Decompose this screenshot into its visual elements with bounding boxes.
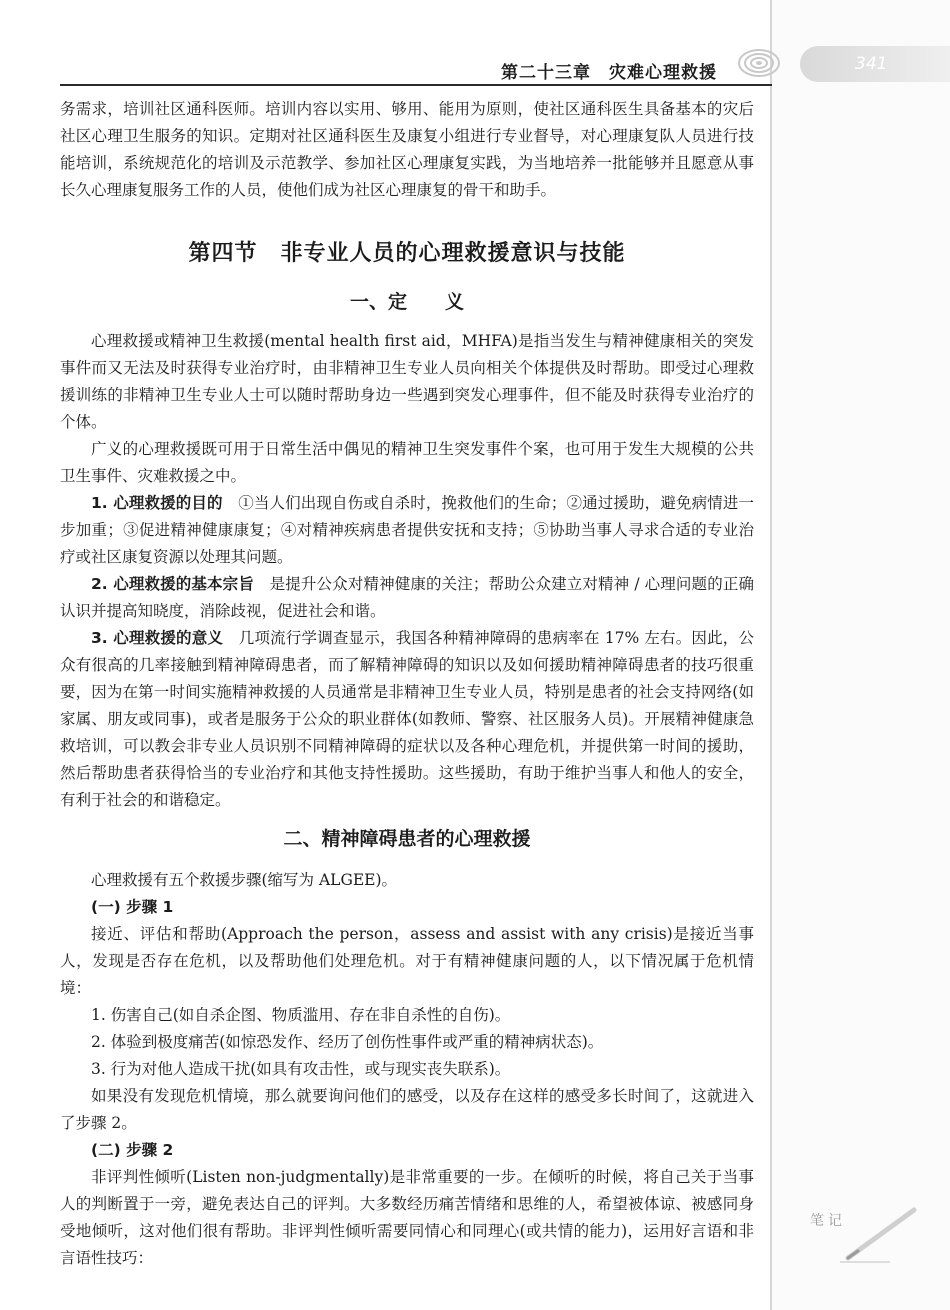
header-rule [60,84,772,86]
algee-intro: 心理救援有五个救援步骤(缩写为 ALGEE)。 [91,871,398,889]
subsection-title-definition: 一、定 义 [349,291,464,313]
broad-definition-paragraph: 广义的心理救援既可用于日常生活中偶见的精神卫生突发事件个案，也可用于发生大规模的公共卫生事件、灾难救援之中。 [60,440,754,485]
chapter-title: 第二十三章 灾难心理救援 [501,63,717,83]
purpose-paragraph [60,490,754,571]
notes-marker [810,1204,920,1264]
step1-paragraph: 接近、评估和帮助(Approach the person，assess and assist with any crisis)是接近当事人，发现是否存在危机，以及帮助他们处理危机。对于有精神健康问题的人，以下情况属于危机情境： [60,925,754,997]
significance-paragraph [60,625,754,814]
tenet-paragraph [60,571,754,625]
swirl-decoration-icon [736,40,782,86]
tenet-text: 是提升公众对精神健康的关注；帮助公众建立对精神 / 心理问题的正确认识并提高知晓度，消除歧视，促进社会和谐。 [60,575,754,620]
running-header [0,58,772,92]
crisis-list-item: 1. 伤害自己(如自杀企图、物质滥用、存在非自杀性的自伤)。 [91,1006,511,1024]
notes-label: 笔记 [810,1213,846,1229]
crisis-list-item: 3. 行为对他人造成干扰(如具有攻击性，或与现实丧失联系)。 [91,1060,511,1078]
purpose-text: ①当人们出现自伤或自杀时，挽救他们的生命；②通过援助，避免病情进一步加重；③促进精神健康康复；④对精神疾病患者提供安抚和支持；⑤协助当事人寻求合适的专业治疗或社区康复资源以处理其问题。 [60,494,754,566]
step1-followup-paragraph: 如果没有发现危机情境，那么就要询问他们的感受，以及存在这样的感受多长时间了，这就进入了步骤 2。 [60,1087,754,1132]
page-content [60,96,754,1272]
step2-title: (二) 步骤 2 [91,1141,174,1159]
subsection-title-psych-rescue: 二、精神障碍患者的心理救援 [283,828,531,850]
step1-title: (一) 步骤 1 [91,898,174,916]
crisis-list-item: 2. 体验到极度痛苦(如惊恐发作、经历了创伤性事件或严重的精神病状态)。 [91,1033,604,1051]
section-title: 第四节 非专业人员的心理救援意识与技能 [188,241,626,266]
margin-divider [770,0,772,1310]
definition-paragraph: 心理救援或精神卫生救援(mental health first aid，MHFA)是指当发生与精神健康相关的突发事件而又无法及时获得专业治疗时，由非精神卫生专业人员向相关个体提供及时帮助。即受过心理救援训练的非精神卫生专业人士可以随时帮助身边一些遇到突发心理事件，但不能及时获得专业治疗的个体。 [60,332,754,431]
significance-text: 几项流行学调查显示，我国各种精神障碍的患病率在 17% 左右。因此，公众有很高的几率接触到精神障碍患者，而了解精神障碍的知识以及如何援助精神障碍患者的技巧很重要，因为在第一时间实施精神救援的人员通常是非精神卫生专业人员，特别是患者的社会支持网络(如家属、朋友或同事)，或者是服务于公众的职业群体(如教师、警察、社区服务人员)。开展精神健康急救培训，可以教会非专业人员识别不同精神障碍的症状以及各种心理危机，并提供第一时间的援助，然后帮助患者获得恰当的专业治疗和其他支持性援助。这些援助，有助于维护当事人和他人的安全，有利于社会的和谐稳定。 [60,629,754,809]
pen-icon [840,1204,920,1264]
purpose-label: 1. 心理救援的目的 [91,494,223,512]
tenet-label: 2. 心理救援的基本宗旨 [91,575,254,593]
page-number: 341 [855,54,888,74]
significance-label: 3. 心理救援的意义 [91,629,224,647]
step2-paragraph: 非评判性倾听(Listen non-judgmentally)是非常重要的一步。在倾听的时候，将自己关于当事人的判断置于一旁，避免表达自己的评判。大多数经历痛苦情绪和思维的人，希望被体谅、被感同身受地倾听，这对他们很有帮助。非评判性倾听需要同情心和同理心(或共情的能力)，运用好言语和非言语性技巧： [60,1168,754,1267]
margin-notes-panel [772,0,950,1310]
intro-paragraph: 务需求，培训社区通科医师。培训内容以实用、够用、能用为原则，使社区通科医生具备基本的灾后社区心理卫生服务的知识。定期对社区通科医生及康复小组进行专业督导，对心理康复队人员进行技能培训，系统规范化的培训及示范教学、参加社区心理康复实践，为当地培养一批能够并且愿意从事长久心理康复服务工作的人员，使他们成为社区心理康复的骨干和助手。 [60,100,754,199]
